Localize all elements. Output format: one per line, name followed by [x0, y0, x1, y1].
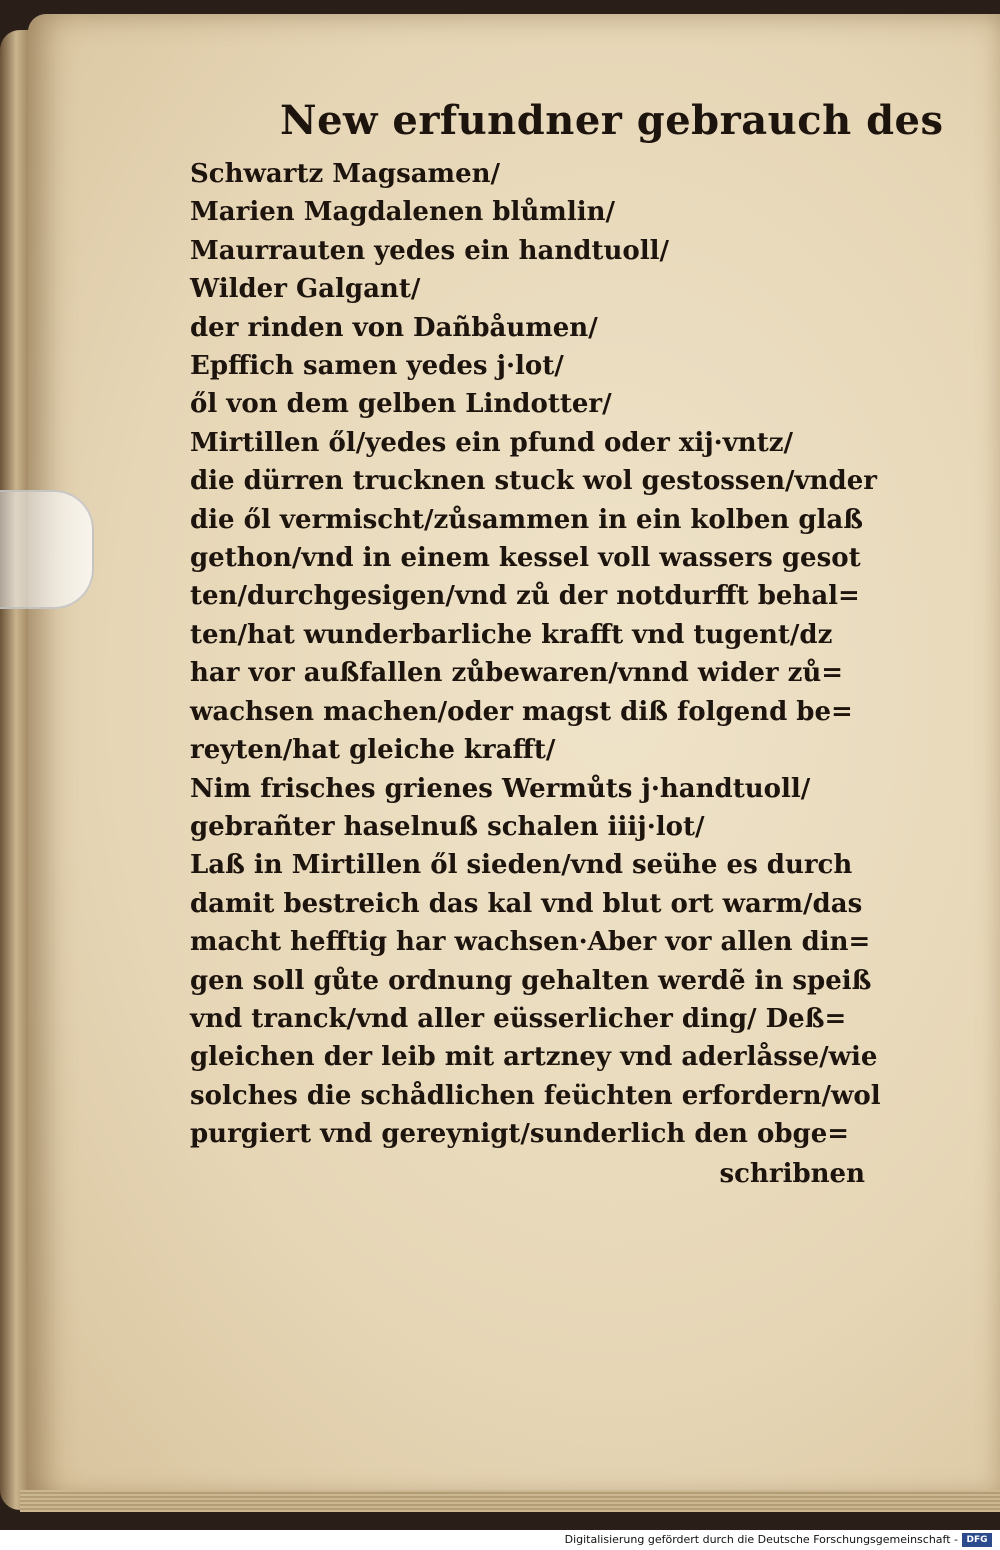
text-line: die dürren trucknen stuck wol gestossen/vnder — [190, 466, 877, 497]
text-line: gebrañter haselnuß schalen iiij·lot/ — [190, 811, 705, 842]
text-line: Maurrauten yedes ein handtuoll/ — [190, 235, 669, 266]
text-line: ől von dem gelben Lindotter/ — [190, 389, 612, 420]
text-line: Wilder Galgant/ — [190, 274, 421, 305]
text-line: vnd tranck/vnd aller eüsserlicher ding/ Deß= — [190, 1003, 847, 1034]
text-line: Marien Magdalenen blůmlin/ — [190, 197, 615, 228]
text-line: der rinden von Dañbåumen/ — [190, 312, 598, 343]
dfg-logo: DFG — [962, 1533, 992, 1547]
text-line: die ől vermischt/zůsammen in ein kolben glaß — [190, 504, 863, 535]
funding-notice: Digitalisierung gefördert durch die Deutsche Forschungsgemeinschaft - — [564, 1533, 958, 1546]
text-line: har vor außfallen zůbewaren/vnnd wider zů= — [190, 658, 844, 689]
text-line: reyten/hat gleiche krafft/ — [190, 735, 556, 766]
text-line: solches die schådlichen feüchten erfordern/wol — [190, 1080, 881, 1111]
catchword: schribnen — [719, 1158, 865, 1189]
page-bottom-edge — [20, 1490, 1000, 1512]
text-line: ten/hat wunderbarliche krafft vnd tugent/dz — [190, 619, 833, 650]
text-line: macht hefftig har wachsen·Aber vor allen din= — [190, 927, 871, 958]
text-line: Schwartz Magsamen/ — [190, 159, 501, 189]
text-line: wachsen machen/oder magst diß folgend be= — [190, 696, 853, 727]
text-line: damit bestreich das kal vnd blut ort warm/das — [190, 888, 863, 919]
text-line: Epffich samen yedes j·lot/ — [190, 351, 564, 382]
text-line: Laß in Mirtillen ől sieden/vnd seühe es durch — [190, 850, 853, 881]
text-line: ten/durchgesigen/vnd zů der notdurfft behal= — [190, 581, 860, 612]
footer-bar — [0, 1530, 1000, 1550]
text-line: gethon/vnd in einem kessel voll wassers gesot — [190, 543, 861, 574]
text-line: gleichen der leib mit artzney vnd aderlåsse/wie — [190, 1042, 878, 1073]
text-block — [190, 95, 944, 1194]
page-clip — [0, 490, 94, 609]
text-line: gen soll gůte ordnung gehalten werdẽ in speiß — [190, 965, 872, 996]
text-line: purgiert vnd gereynigt/sunderlich den obge= — [190, 1119, 850, 1150]
page-heading: New erfundner gebrauch des — [280, 97, 944, 144]
text-line: Mirtillen ől/yedes ein pfund oder xij·vntz/ — [190, 427, 793, 458]
text-line: Nim frisches grienes Wermůts j·handtuoll/ — [190, 773, 811, 804]
